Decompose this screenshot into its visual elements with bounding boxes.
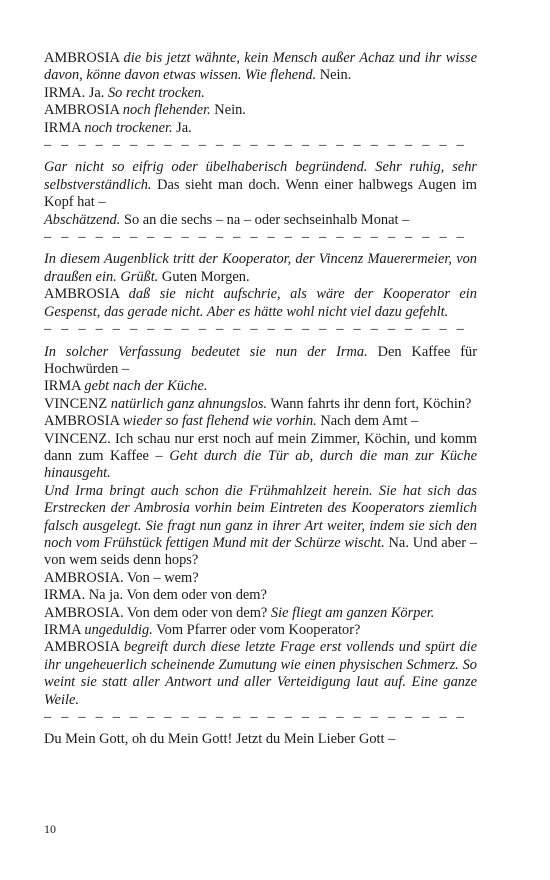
page-text xyxy=(44,50,477,749)
dialogue-text: Vom Pfarrer oder vom Kooperator? xyxy=(152,622,361,638)
dialogue-text: AMBROSIA xyxy=(44,102,123,119)
stage-direction: natürlich ganz ahnungslos. xyxy=(110,395,268,412)
stage-direction: wieder so fast flehend wie vorhin. xyxy=(122,413,317,430)
dialogue-text: IRMA xyxy=(44,378,85,395)
stage-direction: Gar nicht so eifrig oder übelhaberisch begründend. Sehr ruhig, sehr selbstverständlich. xyxy=(44,159,477,193)
text-paragraph xyxy=(44,212,477,229)
text-paragraph xyxy=(44,120,477,137)
stage-direction: Und Irma bringt auch schon die Frühmahlzeit herein. Sie hat sich das Erstrecken der Ambrosia vorhin beim Eintreten des Kooperators ziemlich falsch ausgelegt. Sie fragt nun ganz in ihrer Art weiter, indem sie sich den noch vom Frühstück fettigen Mund mit der Schürze wischt. xyxy=(44,482,477,551)
stage-direction: die bis jetzt wähnte, kein Mensch außer Achaz und ihr wisse davon, könne davon etwas wissen. Wie flehend. xyxy=(44,50,477,84)
dialogue-text: Guten Morgen. xyxy=(158,268,250,285)
stage-direction: daß sie nicht aufschrie, als wäre der Kooperator ein Gespenst, das gerade nicht. Aber es hätte wohl nicht viel dazu gefehlt. xyxy=(44,286,477,320)
dialogue-text: Wann fahrts ihr denn fort, Köchin? xyxy=(267,395,472,412)
stage-direction: In solcher Verfassung bedeutet sie nun der Irma. xyxy=(44,343,368,360)
stage-direction: ungeduldig. xyxy=(84,622,153,638)
dialogue-text: Den Kaffee für Hochwürden – xyxy=(44,343,477,377)
text-paragraph xyxy=(44,378,477,395)
dialogue-text: IRMA. Ja. xyxy=(44,84,108,101)
stage-direction: noch flehender. xyxy=(122,102,211,119)
stage-direction: Geht durch die Tür ab, durch die man zur Küche hinausgeht. xyxy=(44,447,477,482)
text-paragraph xyxy=(44,431,477,483)
dialogue-text: Ja. xyxy=(172,119,192,136)
text-paragraph xyxy=(44,396,477,413)
text-paragraph xyxy=(44,570,477,587)
dialogue-text: Nein. xyxy=(316,67,352,84)
text-paragraph xyxy=(44,159,477,211)
scene-separator: – – – – – – – – – – – – – – – – – – – – – – – – – xyxy=(44,709,468,726)
dialogue-text: AMBROSIA xyxy=(44,639,124,656)
dialogue-text: So an die sechs – na – oder sechseinhalb Monat – xyxy=(120,211,410,228)
dialogue-text: Du Mein Gott, oh du Mein Gott! Jetzt du Mein Lieber Gott – xyxy=(44,731,396,748)
text-paragraph xyxy=(44,286,477,321)
dialogue-text: AMBROSIA. Von – wem? xyxy=(44,569,199,586)
dialogue-text: Das sieht man doch. Wenn einer halbwegs Augen im Kopf hat – xyxy=(44,176,477,211)
text-paragraph xyxy=(44,639,477,709)
dialogue-text: AMBROSIA xyxy=(44,413,123,430)
text-paragraph xyxy=(44,102,477,119)
stage-direction: Abschätzend. xyxy=(44,211,121,228)
stage-direction: begreift durch diese letzte Frage erst vollends und spürt die ihr ungeheuerlich scheinende Zumutung wie einen physischen Schmerz. So weint sie statt aller Antwort und aller Verteidigung laut auf. Eine ganze Weile. xyxy=(44,639,477,708)
dialogue-text: IRMA. Na ja. Von dem oder von dem? xyxy=(44,587,267,604)
text-paragraph xyxy=(44,251,477,286)
text-paragraph xyxy=(44,483,477,570)
stage-direction: Sie fliegt am ganzen Körper. xyxy=(270,604,435,621)
text-paragraph xyxy=(44,413,477,430)
dialogue-text: IRMA xyxy=(44,622,85,638)
dialogue-text: AMBROSIA xyxy=(44,286,129,303)
dialogue-text: Nach dem Amt – xyxy=(316,413,419,430)
dialogue-text: IRMA xyxy=(44,119,85,136)
text-paragraph xyxy=(44,731,477,748)
page-number: 10 xyxy=(44,822,56,836)
dialogue-text: AMBROSIA xyxy=(44,50,124,66)
stage-direction: So recht trocken. xyxy=(107,84,205,101)
dialogue-text: VINCENZ. Ich schau nur erst noch auf mein Zimmer, Köchin, und komm dann zum Kaffee – xyxy=(44,430,477,464)
text-paragraph xyxy=(44,587,477,604)
text-paragraph xyxy=(44,622,477,639)
stage-direction: gebt nach der Küche. xyxy=(84,378,208,395)
dialogue-text: Nein. xyxy=(210,102,246,119)
stage-direction: In diesem Augenblick tritt der Kooperator, der Vincenz Mauerermeier, von draußen ein. Grüßt. xyxy=(44,251,477,285)
stage-direction: noch trockener. xyxy=(84,119,173,136)
dialogue-text: VINCENZ xyxy=(44,395,111,412)
text-paragraph xyxy=(44,85,477,102)
text-paragraph xyxy=(44,605,477,622)
dialogue-text: AMBROSIA. Von dem oder von dem? xyxy=(44,604,271,621)
scene-separator: – – – – – – – – – – – – – – – – – – – – – – – – – xyxy=(44,229,468,246)
scene-separator: – – – – – – – – – – – – – – – – – – – – – – – – – xyxy=(44,137,468,154)
dialogue-text: Na. Und aber – von wem seids denn hops? xyxy=(44,534,477,569)
scene-separator: – – – – – – – – – – – – – – – – – – – – – – – – – xyxy=(44,321,468,338)
text-paragraph xyxy=(44,50,477,85)
text-paragraph xyxy=(44,344,477,379)
